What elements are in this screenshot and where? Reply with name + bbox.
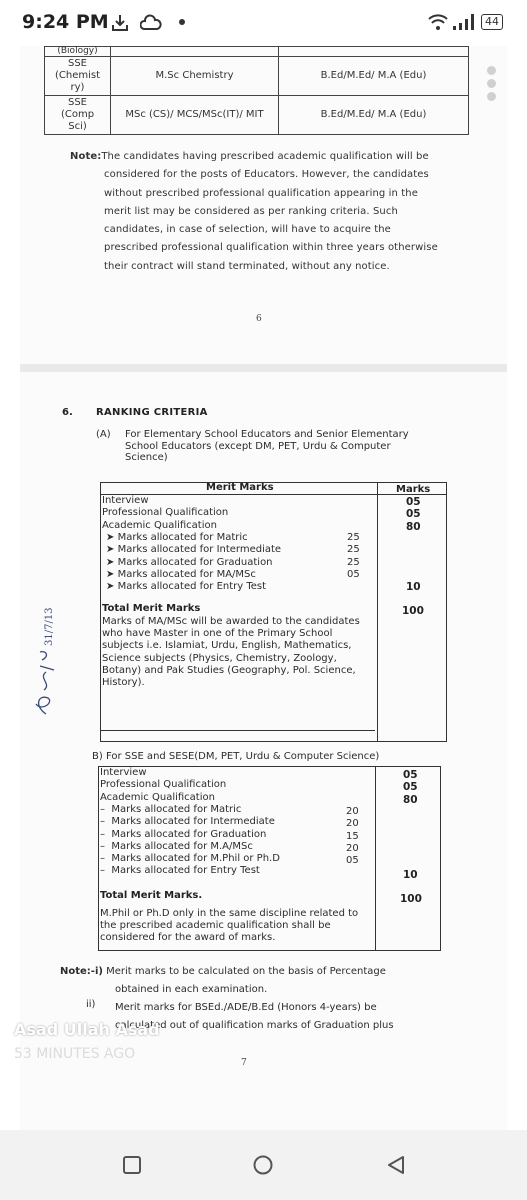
post-cell: (Biology) <box>45 47 111 57</box>
more-dot-icon <box>487 66 496 75</box>
page-number: 6 <box>256 314 262 324</box>
part-b-sub-values: 20 20 15 20 05 <box>346 806 359 867</box>
section-title: RANKING CRITERIA <box>96 407 208 418</box>
page-number: 7 <box>241 1058 247 1068</box>
battery-indicator: 44 <box>481 14 503 30</box>
document-viewer[interactable] <box>20 46 507 1130</box>
part-a-sub-values: 25 25 25 05 <box>347 532 360 580</box>
total-merit-value: 100 <box>402 605 424 617</box>
back-triangle-icon[interactable] <box>385 1154 407 1176</box>
navigation-bar <box>0 1130 527 1200</box>
status-time: 9:24 PM <box>22 11 109 33</box>
signal-icon <box>452 13 478 31</box>
story-time-ago: 53 MINUTES AGO <box>14 1046 136 1062</box>
qualification-table <box>44 46 469 135</box>
more-dot-icon <box>487 79 496 88</box>
recents-square-icon[interactable] <box>121 1154 143 1176</box>
part-b-sub-rows <box>100 804 280 878</box>
merit-marks-header: Merit Marks <box>206 482 274 493</box>
more-dot-icon <box>487 92 496 101</box>
post-cell: SSE (Comp Sci) <box>45 96 111 135</box>
part-a-heading: For Elementary School Educators and Senior Elementary School Educators (except DM, PET, Urdu & Computer Science) <box>125 429 409 463</box>
cloud-icon <box>140 13 162 33</box>
list-item: ➤ Marks allocated for Entry Test <box>106 581 267 593</box>
home-circle-icon[interactable] <box>252 1154 274 1176</box>
part-b-marks: 05 05 80 <box>403 769 418 806</box>
list-item: ➤ Marks allocated for Graduation <box>106 556 273 568</box>
marks-header: Marks <box>396 484 431 495</box>
qualification-cell: MSc (CS)/ MCS/MSc(IT)/ MIT <box>111 96 279 135</box>
part-a-sub-rows <box>106 532 281 593</box>
eligibility-note: Note:The candidates having prescribed academic qualification will be considered for the posts of Educators. However, the candidates without prescribed professional qualification appearing in the merit list may be considered as per ranking criteria. Such candidates, in case of selection, will have to acquire the prescribed professional qualification within three years otherwise their contract will stand terminated, without any notice. <box>70 151 438 272</box>
professional-cell <box>279 47 469 57</box>
list-item: – Marks allocated for M.A/MSc <box>100 840 253 852</box>
svg-text:31/7/13: 31/7/13 <box>44 607 55 646</box>
professional-cell: B.Ed/M.Ed/ M.A (Edu) <box>279 96 469 135</box>
qualification-cell <box>111 47 279 57</box>
list-item: ➤ Marks allocated for Matric <box>106 532 248 543</box>
total-merit-label: Total Merit Marks <box>102 603 201 614</box>
total-merit-label-b: Total Merit Marks. <box>100 890 203 901</box>
document-page-7 <box>20 372 507 1130</box>
status-right <box>427 13 503 31</box>
professional-cell: B.Ed/M.Ed/ M.A (Edu) <box>279 57 469 96</box>
table-row <box>45 47 469 57</box>
document-page-6 <box>20 46 507 364</box>
part-b-footnote: M.Phil or Ph.D only in the same discipline related to the prescribed academic qualification shall be considered for the award of marks. <box>100 908 359 944</box>
note-ii: Merit marks for BSEd./ADE/B.Ed (Honors 4-years) be calculated out of qualification marks of Graduation plus <box>115 1002 394 1031</box>
list-item: – Marks allocated for M.Phil or Ph.D <box>100 853 280 865</box>
part-a-rows: Interview Professional Qualification Academic Qualification <box>102 495 229 531</box>
list-item: – Marks allocated for Intermediate <box>100 816 275 828</box>
section-number: 6. <box>62 407 73 418</box>
table-row <box>45 96 469 135</box>
qualification-cell: M.Sc Chemistry <box>111 57 279 96</box>
list-item: – Marks allocated for Graduation <box>100 828 267 840</box>
list-item: ➤ Marks allocated for Intermediate <box>106 544 282 556</box>
wifi-icon <box>427 13 449 31</box>
list-item: – Marks allocated for Entry Test <box>100 865 260 877</box>
list-item: – Marks allocated for Matric <box>100 804 242 815</box>
part-a-label: (A) <box>96 429 111 440</box>
entry-test-marks-b: 10 <box>403 869 418 881</box>
total-merit-value-b: 100 <box>400 893 422 905</box>
status-bar <box>0 0 527 46</box>
post-cell: SSE (Chemist ry) <box>45 57 111 96</box>
table-row <box>45 57 469 96</box>
list-item: ➤ Marks allocated for MA/MSc <box>106 568 256 580</box>
part-a-footnote: Marks of MA/MSc will be awarded to the candidates who have Master in one of the Primary School subjects i.e. Islamiat, Urdu, English, Mathematics, Science subjects (Physics, Chemistry, Zoology, Botany) and Pak Studies (Geography, Pol. Science, History). <box>102 616 360 689</box>
story-author[interactable]: Asad Ullah Asad <box>14 1020 160 1039</box>
part-b-rows: Interview Professional Qualification Academic Qualification <box>100 767 227 803</box>
more-options-button[interactable] <box>484 66 498 105</box>
download-icon <box>110 13 130 33</box>
entry-test-marks: 10 <box>406 581 421 593</box>
dot-icon <box>178 18 186 26</box>
note-ii-label: ii) <box>86 999 96 1010</box>
note-i: Note:-i) Merit marks to be calculated on the basis of Percentage obtained in each examination. <box>60 966 386 995</box>
part-b-heading: B) For SSE and SESE(DM, PET, Urdu & Computer Science) <box>92 751 380 762</box>
handwritten-signature <box>24 586 64 716</box>
part-a-marks: 05 05 80 <box>406 496 421 533</box>
